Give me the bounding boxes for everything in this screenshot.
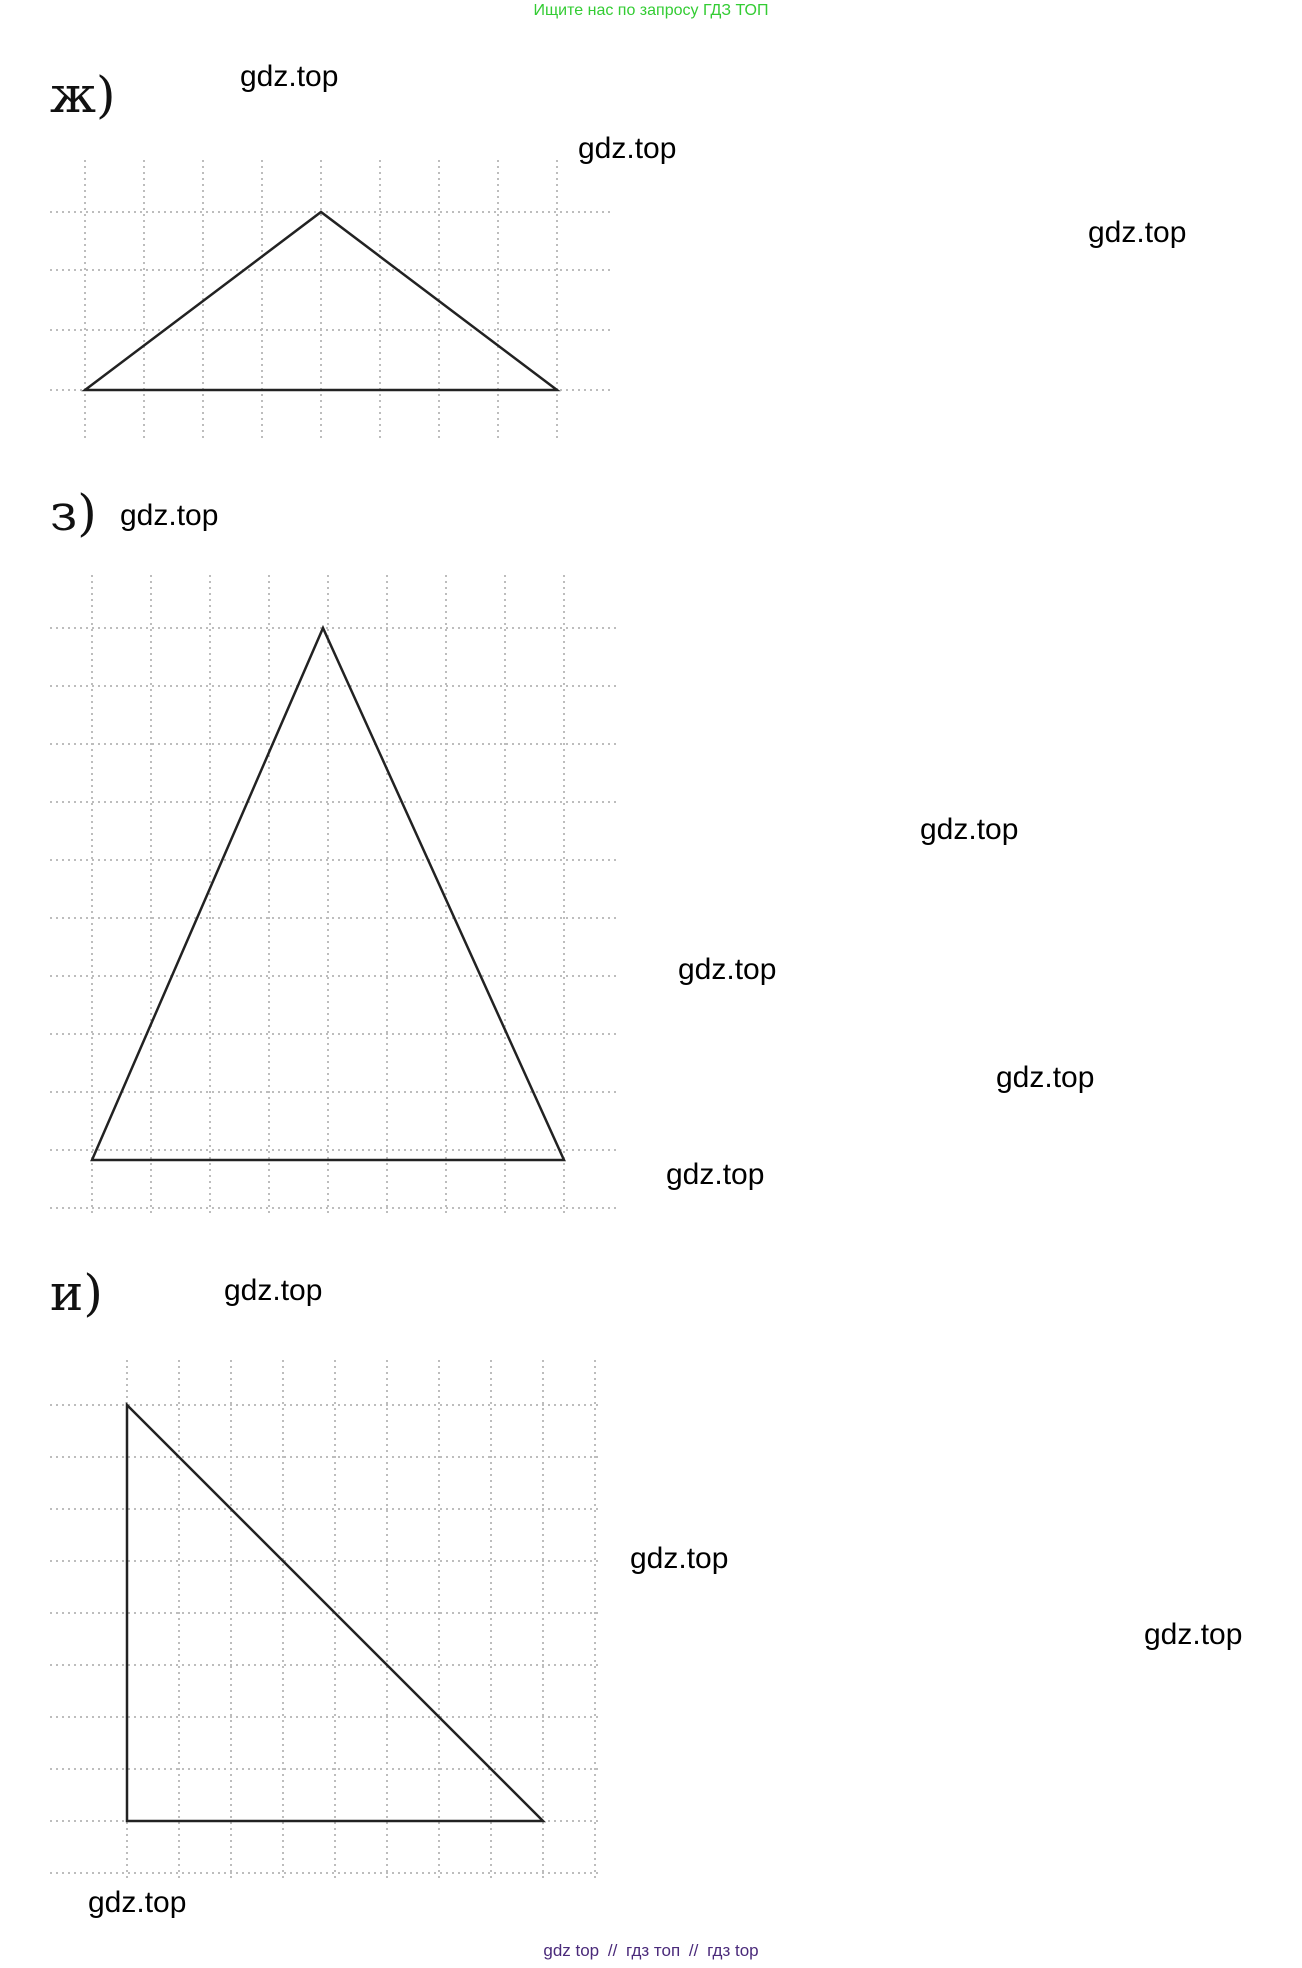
watermark: gdz.top xyxy=(678,953,777,986)
footer-separator: // xyxy=(688,1941,699,1960)
footer-link-gdz-top[interactable]: gdz top xyxy=(543,1941,600,1960)
watermark: gdz.top xyxy=(88,1886,187,1919)
footer-separator: // xyxy=(607,1941,618,1960)
watermark: gdz.top xyxy=(1088,216,1187,249)
part-label-zh: ж) xyxy=(50,66,116,124)
watermark: gdz.top xyxy=(920,813,1019,846)
watermark: gdz.top xyxy=(630,1542,729,1575)
watermark: gdz.top xyxy=(996,1061,1095,1094)
watermark: gdz.top xyxy=(120,499,219,532)
top-banner: Ищите нас по запросу ГДЗ ТОП xyxy=(533,2,769,19)
part-label-i: и) xyxy=(50,1264,103,1322)
watermark: gdz.top xyxy=(666,1158,765,1191)
watermark: gdz.top xyxy=(224,1274,323,1307)
part-label-z: з) xyxy=(50,484,97,542)
figure-zh-isosceles-obtuse-triangle xyxy=(40,150,620,450)
figure-i-right-triangle xyxy=(40,1355,620,1885)
footer-link-gdz-top-ru[interactable]: гдз топ xyxy=(626,1941,681,1960)
watermark: gdz.top xyxy=(240,60,339,93)
watermark: gdz.top xyxy=(1144,1618,1243,1651)
footer-link-gdz-top-mixed[interactable]: гдз top xyxy=(707,1941,759,1960)
grid-lines xyxy=(50,575,620,1215)
watermark: gdz.top xyxy=(578,132,677,165)
grid-lines xyxy=(50,160,610,440)
footer-links xyxy=(0,1941,1302,1961)
figure-z-isosceles-acute-triangle xyxy=(40,570,630,1220)
grid-lines xyxy=(50,1360,600,1880)
